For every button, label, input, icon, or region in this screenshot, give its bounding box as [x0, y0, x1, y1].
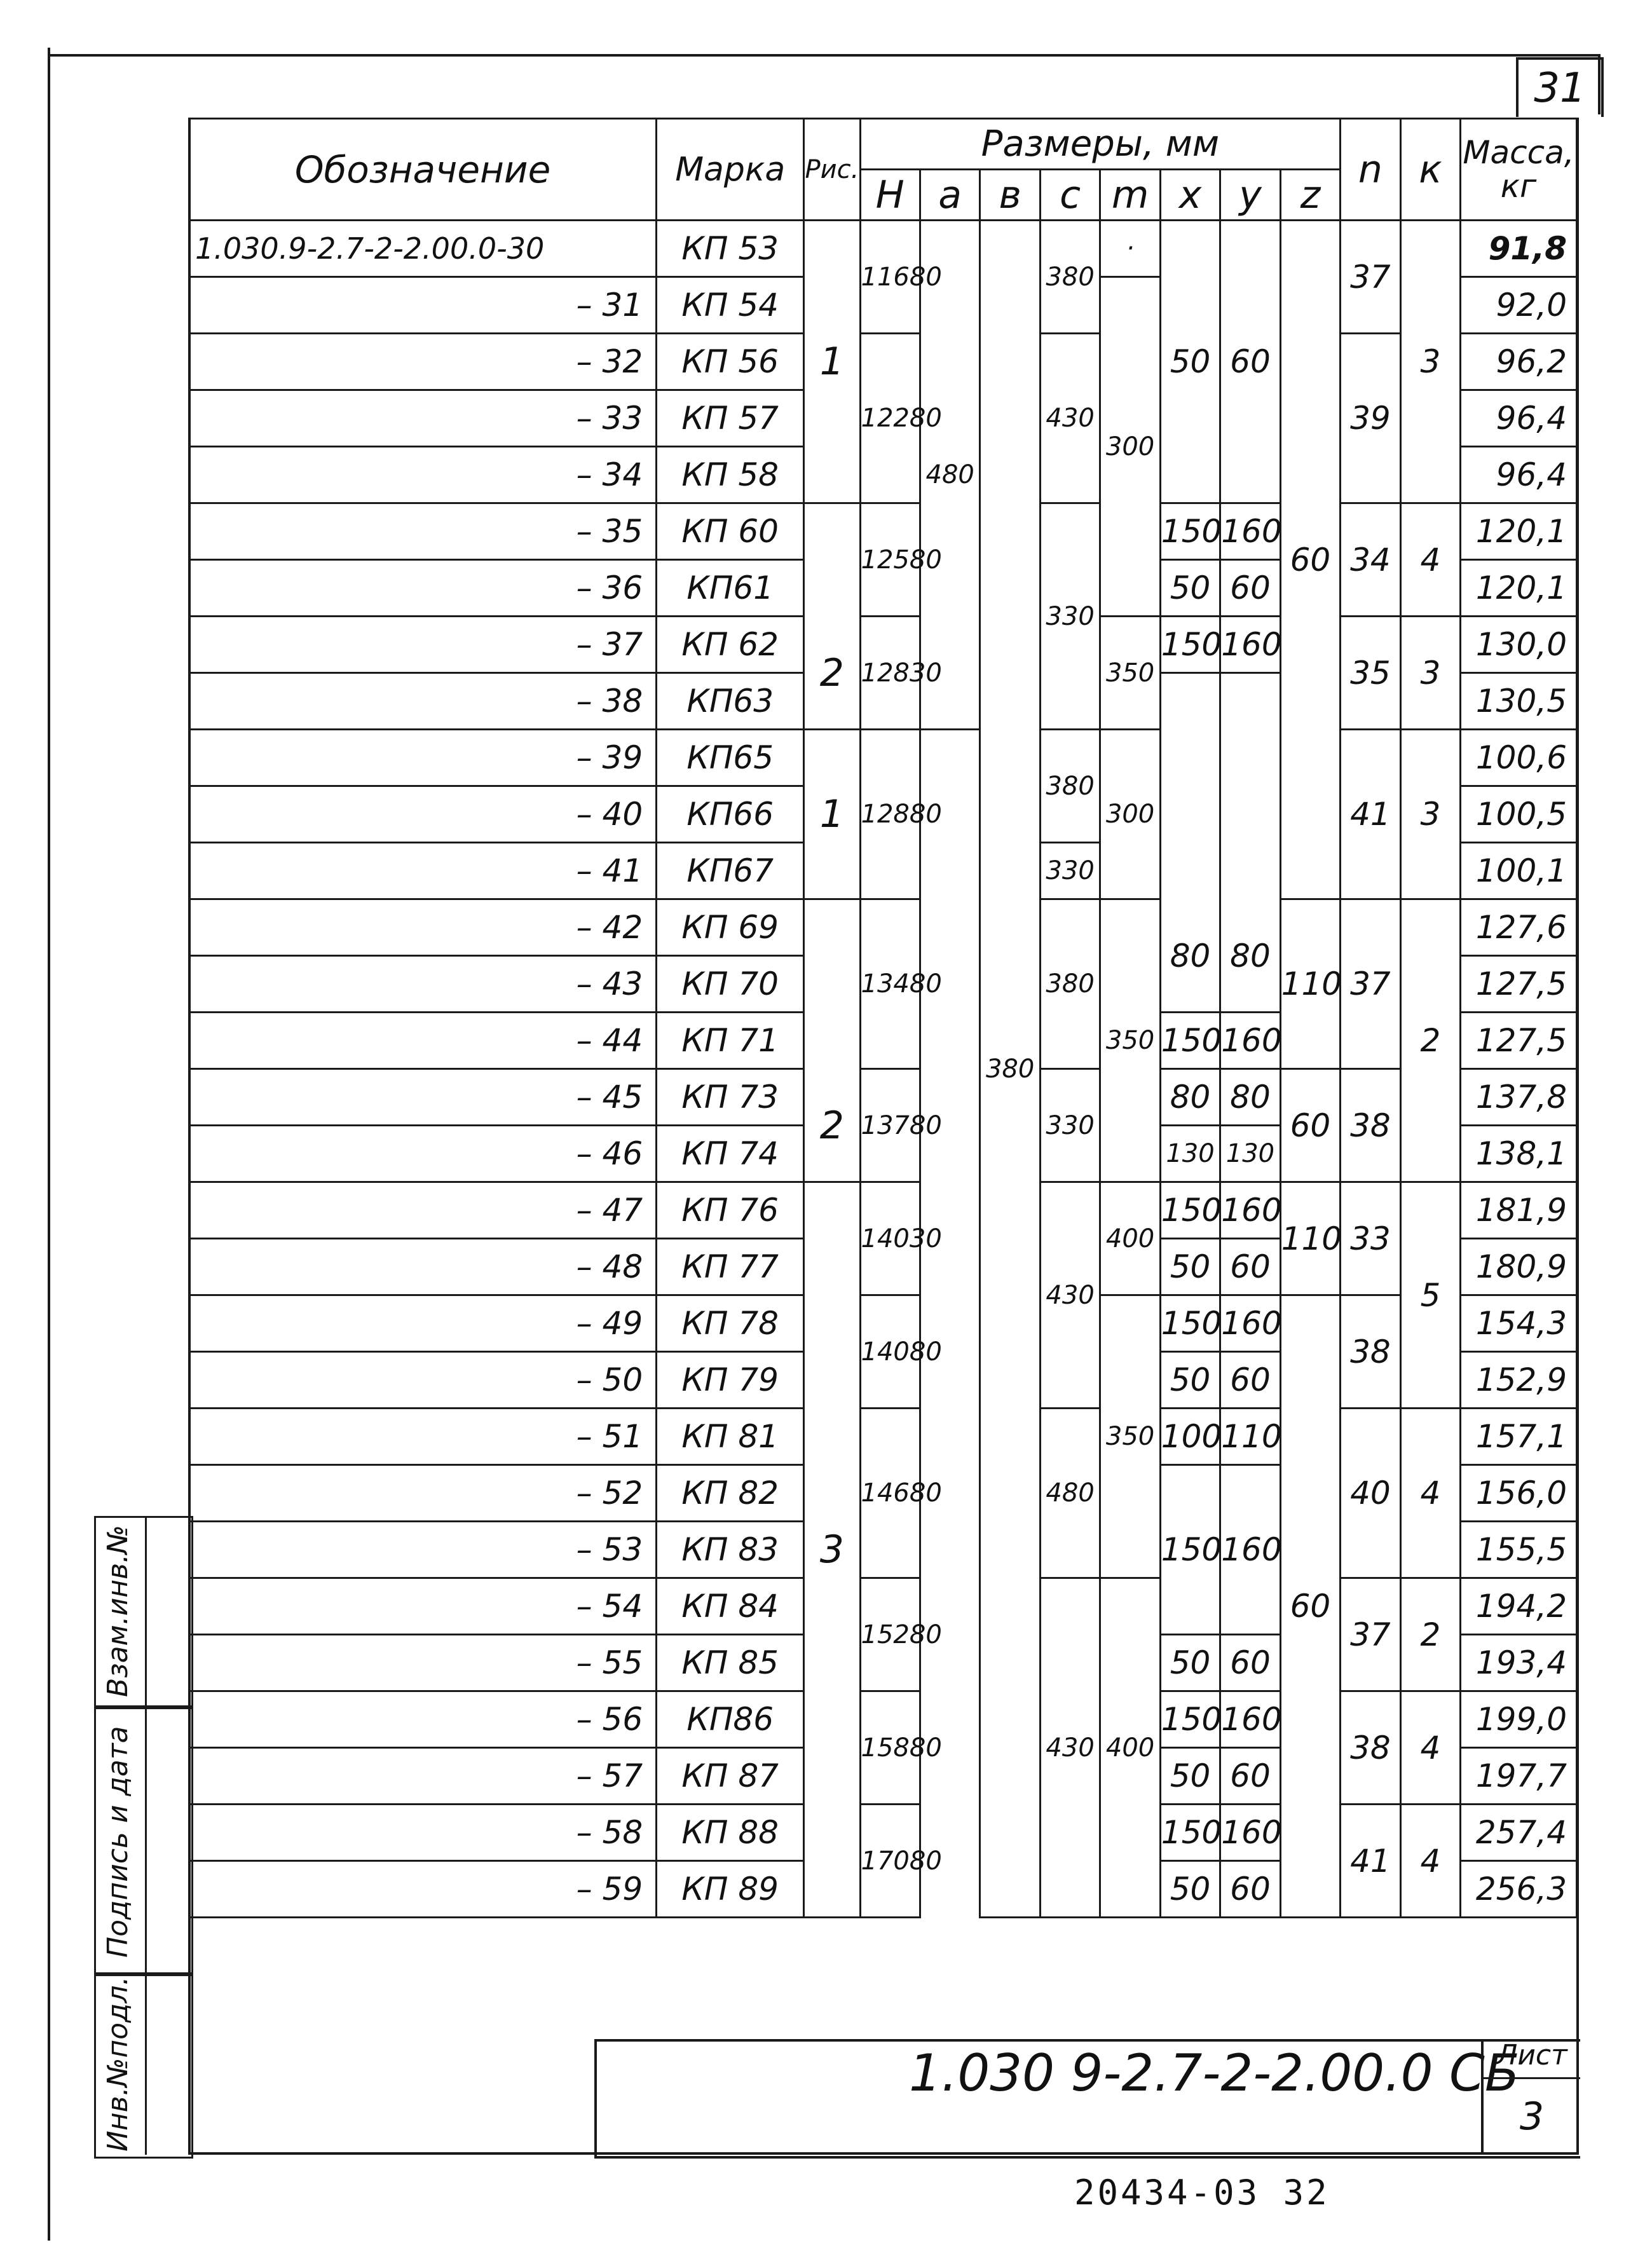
- H-cell: 12880: [860, 730, 920, 899]
- m-cell: 400: [1100, 1578, 1160, 1918]
- c-cell: 330: [1040, 503, 1100, 730]
- table-row-mark: КП 87: [657, 1748, 804, 1805]
- y-cell: 130: [1220, 1126, 1280, 1182]
- table-row-mark: КП 56: [657, 334, 804, 390]
- table-row-mark: КП 83: [657, 1522, 804, 1578]
- table-row-designation: – 45: [189, 1069, 657, 1126]
- m-cell: 300: [1100, 277, 1160, 617]
- header-c: c: [1040, 170, 1100, 221]
- sheet-box: [1481, 2039, 1580, 2153]
- table-row-mass: 180,9: [1461, 1239, 1577, 1295]
- table-row-mark: КП86: [657, 1691, 804, 1748]
- table-row-designation: – 53: [189, 1522, 657, 1578]
- y-cell: 110: [1220, 1409, 1280, 1465]
- y-cell: 160: [1220, 1691, 1280, 1748]
- k-cell: 5: [1400, 1182, 1460, 1409]
- table-row-mass: 130,0: [1461, 617, 1577, 673]
- x-cell: 150: [1160, 1295, 1220, 1352]
- table-row-designation: – 39: [189, 730, 657, 786]
- table-row-mass: 157,1: [1461, 1409, 1577, 1465]
- z-cell: 110: [1280, 1182, 1341, 1295]
- m-cell: 350: [1100, 1295, 1160, 1578]
- c-cell: 330: [1040, 1069, 1100, 1182]
- table-row-mark: КП 57: [657, 390, 804, 447]
- header-z: z: [1280, 170, 1341, 221]
- H-cell: 12830: [860, 617, 920, 730]
- n-cell: 38: [1341, 1295, 1400, 1409]
- table-row-designation: – 54: [189, 1578, 657, 1635]
- table-row-mark: КП 54: [657, 277, 804, 334]
- table-row-designation: – 56: [189, 1691, 657, 1748]
- table-row-mass: 256,3: [1461, 1861, 1577, 1918]
- m-cell: 350: [1100, 899, 1160, 1182]
- header-mark: Марка: [657, 119, 804, 221]
- table-row-mark: КП 71: [657, 1013, 804, 1069]
- table-row-designation: – 59: [189, 1861, 657, 1918]
- table-row-designation: – 34: [189, 447, 657, 503]
- c-cell: 430: [1040, 334, 1100, 503]
- header-k: к: [1400, 119, 1460, 221]
- header-a: a: [920, 170, 980, 221]
- sheet-corner-number: 31: [1516, 57, 1604, 117]
- k-cell: 4: [1400, 1409, 1460, 1578]
- x-cell: 50: [1160, 1861, 1220, 1918]
- fig-cell: 1: [804, 730, 860, 899]
- table-row-mark: КП 84: [657, 1578, 804, 1635]
- frame-left-line: [48, 48, 50, 2241]
- table-row-mass: 127,5: [1461, 1013, 1577, 1069]
- table-row-mass: 181,9: [1461, 1182, 1577, 1239]
- k-cell: 2: [1400, 899, 1460, 1182]
- n-cell: 38: [1341, 1069, 1400, 1182]
- table-row-designation: – 58: [189, 1805, 657, 1861]
- y-cell: 60: [1220, 1352, 1280, 1409]
- table-row-mass: 257,4: [1461, 1805, 1577, 1861]
- table-row-designation: – 50: [189, 1352, 657, 1409]
- sheet-label: Лист: [1484, 2039, 1580, 2079]
- table-row-mark: КП 79: [657, 1352, 804, 1409]
- H-cell: 15280: [860, 1578, 920, 1691]
- header-H: H: [860, 170, 920, 221]
- k-cell: 4: [1400, 1805, 1460, 1918]
- x-cell: 150: [1160, 1465, 1220, 1635]
- y-cell: 80: [1220, 899, 1280, 1013]
- x-cell: 50: [1160, 1635, 1220, 1691]
- m-cell: 300: [1100, 730, 1160, 899]
- x-cell-empty: [1160, 673, 1220, 899]
- table-row-mass: 154,3: [1461, 1295, 1577, 1352]
- table-row-mass: 120,1: [1461, 560, 1577, 617]
- y-cell: 60: [1220, 560, 1280, 617]
- b-cell: 380: [980, 221, 1040, 1918]
- n-cell: 34: [1341, 503, 1400, 617]
- a-cell: 480: [920, 221, 980, 730]
- document-code: 1.030 9-2.7-2-2.00.0 СБ: [909, 2044, 1520, 2103]
- table-row-mark: КП 58: [657, 447, 804, 503]
- fig-cell-empty: [804, 503, 860, 617]
- c-cell: 380: [1040, 899, 1100, 1069]
- H-cell: 13480: [860, 899, 920, 1069]
- header-y: y: [1220, 170, 1280, 221]
- table-row-mark: КП 60: [657, 503, 804, 560]
- table-row-mark: КП63: [657, 673, 804, 730]
- table-row-mark: КП66: [657, 786, 804, 843]
- H-cell: 15880: [860, 1691, 920, 1805]
- k-cell: 2: [1400, 1578, 1460, 1691]
- table-row-mass: 127,5: [1461, 956, 1577, 1013]
- H-cell: 14680: [860, 1409, 920, 1578]
- n-cell: 37: [1341, 1578, 1400, 1691]
- table-row-designation: – 31: [189, 277, 657, 334]
- c-cell: 480: [1040, 1409, 1100, 1578]
- table-row-mark: КП 85: [657, 1635, 804, 1691]
- y-cell: 160: [1220, 1295, 1280, 1352]
- z-cell: 60: [1280, 1069, 1341, 1182]
- fig-cell: 1: [804, 221, 860, 503]
- table-row-designation: – 41: [189, 843, 657, 899]
- table-row-designation: – 49: [189, 1295, 657, 1352]
- table-row-mass: 91,8: [1461, 221, 1577, 277]
- header-mass: Масса, кг: [1461, 119, 1577, 221]
- x-cell: 150: [1160, 1182, 1220, 1239]
- y-cell: 60: [1220, 1861, 1280, 1918]
- table-row-mass: 155,5: [1461, 1522, 1577, 1578]
- table-row-mark: КП 69: [657, 899, 804, 956]
- table-row-designation: – 44: [189, 1013, 657, 1069]
- fig-cell: 2: [804, 1069, 860, 1182]
- y-cell: 60: [1220, 1635, 1280, 1691]
- table-row-mark: КП 70: [657, 956, 804, 1013]
- x-cell: 50: [1160, 221, 1220, 503]
- H-cell: 13780: [860, 1069, 920, 1182]
- table-row-mark: КП 53: [657, 221, 804, 277]
- m-cell: 400: [1100, 1182, 1160, 1295]
- table-row-mass: 156,0: [1461, 1465, 1577, 1522]
- header-dimensions: Размеры, мм: [860, 119, 1341, 170]
- table-row-mark: КП 89: [657, 1861, 804, 1918]
- n-cell: 41: [1341, 1805, 1400, 1918]
- sheet-number: 3: [1519, 2094, 1545, 2139]
- n-cell: 40: [1341, 1409, 1400, 1578]
- table-row-mass: 100,1: [1461, 843, 1577, 899]
- side-label-inv-orig: Инв.№подл.: [102, 1976, 134, 2152]
- y-cell: 60: [1220, 221, 1280, 503]
- table-row-designation: – 35: [189, 503, 657, 560]
- x-cell: 150: [1160, 1691, 1220, 1748]
- x-cell: 150: [1160, 1805, 1220, 1861]
- table-row-mass: 130,5: [1461, 673, 1577, 730]
- n-cell: 38: [1341, 1691, 1400, 1805]
- x-cell: 80: [1160, 899, 1220, 1013]
- table-row-designation: – 32: [189, 334, 657, 390]
- x-cell: 50: [1160, 1239, 1220, 1295]
- table-row-designation: – 51: [189, 1409, 657, 1465]
- table-row-mass: 96,4: [1461, 447, 1577, 503]
- table-row-designation: 1.030.9-2.7-2-2.00.0-30: [189, 221, 657, 277]
- H-cell: 12280: [860, 334, 920, 503]
- table-row-mark: КП 73: [657, 1069, 804, 1126]
- n-cell: 39: [1341, 334, 1400, 503]
- m-cell: ·: [1100, 221, 1160, 277]
- table-row-mass: 138,1: [1461, 1126, 1577, 1182]
- z-cell: 60: [1280, 1295, 1341, 1918]
- table-row-designation: – 46: [189, 1126, 657, 1182]
- z-cell: 110: [1280, 899, 1341, 1069]
- table-row-mark: КП 74: [657, 1126, 804, 1182]
- m-cell: 350: [1100, 617, 1160, 730]
- n-cell: 33: [1341, 1182, 1400, 1295]
- frame-top-line: [48, 54, 1599, 57]
- n-cell: 37: [1341, 221, 1400, 334]
- y-cell: 160: [1220, 1013, 1280, 1069]
- table-row-mark: КП 88: [657, 1805, 804, 1861]
- table-row-mark: КП 78: [657, 1295, 804, 1352]
- header-n: n: [1341, 119, 1400, 221]
- x-cell: 80: [1160, 1069, 1220, 1126]
- c-cell: 380: [1040, 730, 1100, 843]
- side-label-sign-date: Подпись и дата: [102, 1726, 134, 1958]
- table-row-designation: – 37: [189, 617, 657, 673]
- table-row-mass: 199,0: [1461, 1691, 1577, 1748]
- header-x: x: [1160, 170, 1220, 221]
- table-row-designation: – 36: [189, 560, 657, 617]
- H-cell: 17080: [860, 1805, 920, 1918]
- table-row-designation: – 38: [189, 673, 657, 730]
- table-row-mass: 100,5: [1461, 786, 1577, 843]
- x-cell: 150: [1160, 617, 1220, 673]
- header-b: в: [980, 170, 1040, 221]
- table-row-mass: 96,2: [1461, 334, 1577, 390]
- table-row-mass: 194,2: [1461, 1578, 1577, 1635]
- x-cell: 50: [1160, 1352, 1220, 1409]
- x-cell: 150: [1160, 1013, 1220, 1069]
- side-divider-line: [145, 1516, 147, 2155]
- z-cell: 60: [1280, 221, 1341, 899]
- table-row-designation: – 55: [189, 1635, 657, 1691]
- table-row-mass: 96,4: [1461, 390, 1577, 447]
- table-row-mass: 100,6: [1461, 730, 1577, 786]
- y-cell: 160: [1220, 503, 1280, 560]
- table-row-mark: КП61: [657, 560, 804, 617]
- H-cell: 12580: [860, 503, 920, 617]
- n-cell: 37: [1341, 899, 1400, 1069]
- table-row-designation: – 43: [189, 956, 657, 1013]
- table-row-designation: – 57: [189, 1748, 657, 1805]
- table-row-mass: 137,8: [1461, 1069, 1577, 1126]
- table-row-designation: – 40: [189, 786, 657, 843]
- specification-table: [188, 118, 1578, 1918]
- n-cell: 41: [1341, 730, 1400, 899]
- table-row-mass: 127,6: [1461, 899, 1577, 956]
- H-cell: 11680: [860, 221, 920, 334]
- fig-cell: 2: [804, 617, 860, 730]
- x-cell: 100: [1160, 1409, 1220, 1465]
- x-cell: 130: [1160, 1126, 1220, 1182]
- y-cell: 160: [1220, 617, 1280, 673]
- table-row-mark: КП 81: [657, 1409, 804, 1465]
- c-cell: 430: [1040, 1182, 1100, 1409]
- y-cell: 60: [1220, 1748, 1280, 1805]
- y-cell: 80: [1220, 1069, 1280, 1126]
- k-cell: 3: [1400, 221, 1460, 503]
- table-row-mass: 120,1: [1461, 503, 1577, 560]
- fig-cell-empty: [804, 899, 860, 1069]
- x-cell: 50: [1160, 560, 1220, 617]
- table-row-mass: 197,7: [1461, 1748, 1577, 1805]
- x-cell: 150: [1160, 503, 1220, 560]
- table-row-designation: – 42: [189, 899, 657, 956]
- table-row-mass: 92,0: [1461, 277, 1577, 334]
- table-row-designation: – 52: [189, 1465, 657, 1522]
- table-row-mass: 152,9: [1461, 1352, 1577, 1409]
- header-designation: Обозначение: [189, 119, 657, 221]
- y-cell: 160: [1220, 1182, 1280, 1239]
- y-cell: 160: [1220, 1805, 1280, 1861]
- x-cell: 50: [1160, 1748, 1220, 1805]
- y-cell: 60: [1220, 1239, 1280, 1295]
- H-cell: 14030: [860, 1182, 920, 1295]
- table-row-mass: 193,4: [1461, 1635, 1577, 1691]
- c-cell: 380: [1040, 221, 1100, 334]
- table-row-designation: – 33: [189, 390, 657, 447]
- fig-cell: 3: [804, 1182, 860, 1918]
- k-cell: 3: [1400, 730, 1460, 899]
- y-cell-empty: [1220, 673, 1280, 899]
- table-row-mark: КП 82: [657, 1465, 804, 1522]
- table-row-designation: – 48: [189, 1239, 657, 1295]
- k-cell: 4: [1400, 1691, 1460, 1805]
- c-cell: 330: [1040, 843, 1100, 899]
- table-row-mark: КП 77: [657, 1239, 804, 1295]
- frame-right-lower-line: [1576, 118, 1579, 2155]
- table-row-mark: КП65: [657, 730, 804, 786]
- side-label-vzam-inv: Взам.инв.№: [102, 1525, 134, 1697]
- table-row-mark: КП 76: [657, 1182, 804, 1239]
- c-cell: 430: [1040, 1578, 1100, 1918]
- k-cell: 3: [1400, 617, 1460, 730]
- table-row-mark: КП67: [657, 843, 804, 899]
- header-m: m: [1100, 170, 1160, 221]
- H-cell: 14080: [860, 1295, 920, 1409]
- table-row-mark: КП 62: [657, 617, 804, 673]
- archive-number: 20434-03 32: [1074, 2173, 1330, 2213]
- table-row-designation: – 47: [189, 1182, 657, 1239]
- header-fig: Рис.: [804, 119, 860, 221]
- k-cell: 4: [1400, 503, 1460, 617]
- y-cell: 160: [1220, 1465, 1280, 1635]
- n-cell: 35: [1341, 617, 1400, 730]
